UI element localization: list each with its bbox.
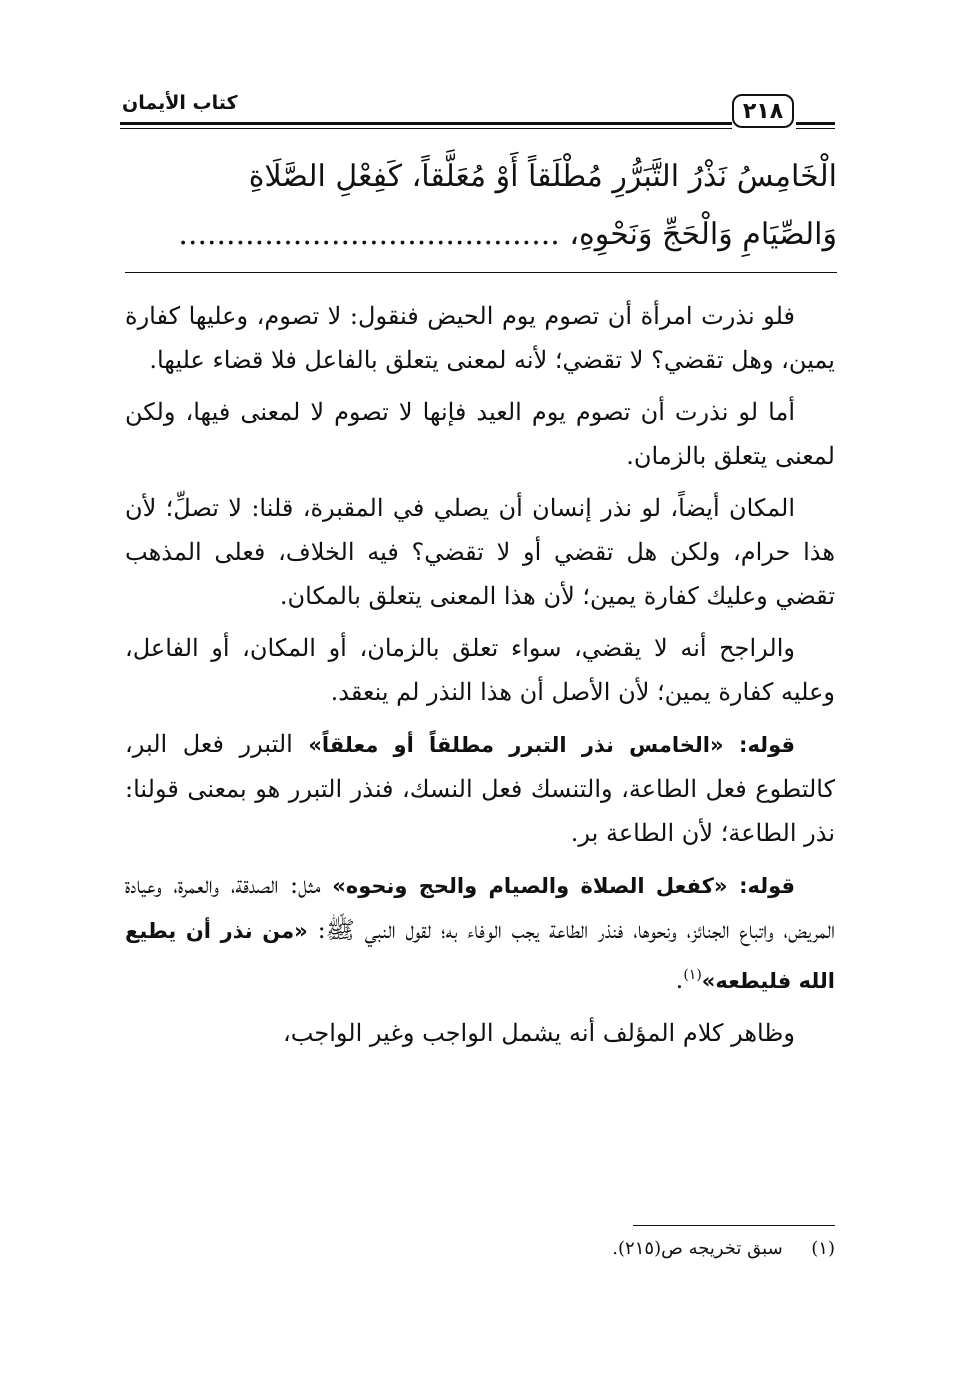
paragraph-6-end: . [675,966,684,994]
page-header [120,88,835,136]
matn-line-2-text: وَالصِّيَامِ وَالْحَجِّ وَنَحْوِهِ، [569,217,837,252]
footnote [400,1238,835,1259]
paragraph-2: أما لو نذرت أن تصوم يوم العيد فإنها لا تصوم لا لمعنى فيها، ولكن لمعنى يتعلق بالزمان. [125,398,835,470]
header-rule-right-thick [796,122,835,125]
paragraph-6 [125,863,835,1003]
paragraph-6-text: مثل: الصدقة، والعمرة، وعيادة المريض، واتباع الجنائز، ونحوها، فنذر الطاعة يجب الوفاء به؛ لقول النبي ﷺ: [125,871,836,944]
paragraph-7: وظاهر كلام المؤلف أنه يشمل الواجب وغير الواجب، [283,1019,795,1047]
footnote-ref: (١) [683,967,702,983]
running-title: كتاب الأيمان [122,92,238,114]
paragraph-4: والراجح أنه لا يقضي، سواء تعلق بالزمان، أو المكان، أو الفاعل، وعليه كفارة يمين؛ لأن الأصل أن هذا النذر لم ينعقد. [125,634,835,706]
paragraph-5 [125,722,835,855]
header-rule-right-thin [796,128,835,129]
matn-line-1: الْخَامِسُ نَذْرُ التَّبَرُّرِ مُطْلَقاً أَوْ مُعَلَّقاً، كَفِعْلِ الصَّلَاةِ [248,159,837,194]
paragraph-1: فلو نذرت امرأة أن تصوم يوم الحيض فنقول: لا تصوم، وعليها كفارة يمين، وهل تقضي؟ لا تقضي؛ لأنه لمعنى يتعلق بالفاعل فلا قضاء عليها. [125,302,835,374]
header-rule-thin [120,128,732,129]
paragraph-5-text: التبرر فعل البر، كالتطوع فعل الطاعة، والتنسك فعل النسك، فنذر التبرر هو بمعنى قولنا: نذر الطاعة؛ لأن الطاعة بر. [125,730,835,847]
matn-quote: «كفعل الصلاة والصيام والحج ونحوه» [332,874,728,898]
matn-quote: «الخامس نذر التبرر مطلقاً أو معلقاً» [308,733,724,757]
hadith-quote: «من نذر أن يطيع الله فليطعه» [125,919,835,993]
matn-dots: ........................................ [178,217,560,252]
qawl-label: قوله: [739,733,795,757]
matn-line-2 [125,206,837,264]
paragraph-3: المكان أيضاً، لو نذر إنسان أن يصلي في المقبرة، قلنا: لا تصلِّ؛ لأن هذا حرام، ولكن هل تقضي أو لا تقضي؟ فيه الخلاف، فعلى المذهب تقضي وعليك كفارة يمين؛ لأن هذا المعنى يتعلق بالمكان. [125,494,835,610]
page-number: ٢١٨ [732,94,794,128]
matn-text [125,148,837,264]
footnote-text: سبق تخريجه ص(٢١٥). [612,1238,783,1259]
footnote-rule [633,1225,835,1226]
commentary [125,294,835,1063]
qawl-label: قوله: [739,874,795,898]
matn-separator [125,272,837,273]
header-rule-thick [120,122,732,125]
footnote-number: (١) [811,1238,835,1259]
